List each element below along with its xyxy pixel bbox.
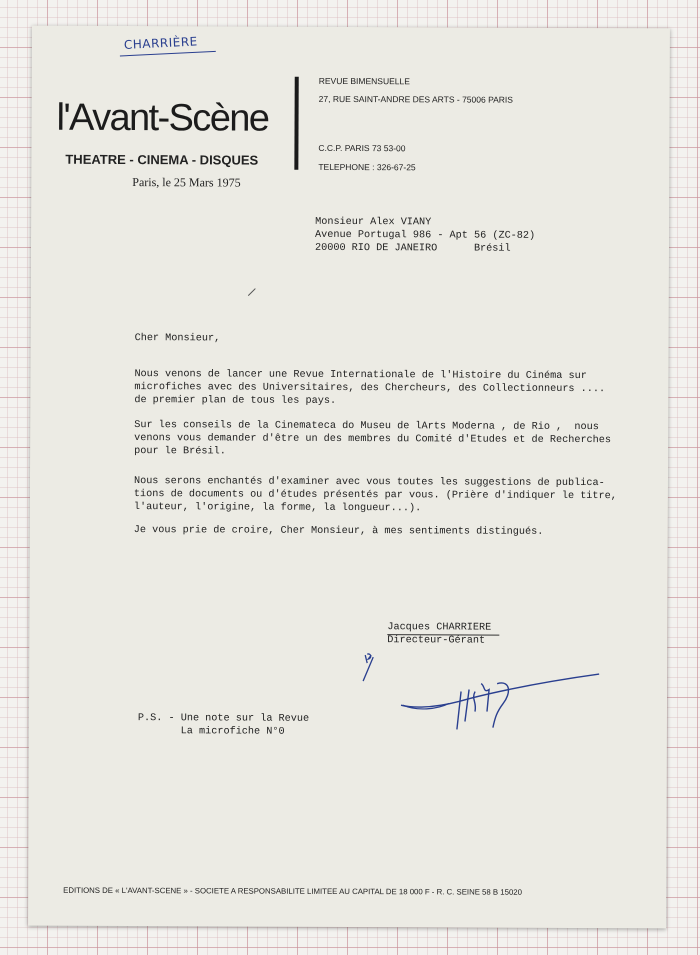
annotation-underline xyxy=(120,51,216,57)
postscript-line-2: La microfiche N°0 xyxy=(137,726,285,738)
body-p1-line-3: de premier plan de tous les pays. xyxy=(134,395,337,407)
letterhead-address-line-2: 27, RUE SAINT-ANDRE DES ARTS - 75006 PARIS xyxy=(318,93,513,105)
salutation: Cher Monsieur, xyxy=(134,333,221,345)
letterhead-logo: l'Avant-Scène xyxy=(56,96,269,140)
handwritten-signature xyxy=(399,663,609,744)
pen-mark xyxy=(248,288,256,296)
signatory-title: Directeur-Gérant xyxy=(387,635,486,647)
postscript-line-1: P.S. - Une note sur la Revue xyxy=(137,713,310,725)
date-line: Paris, le 25 Mars 1975 xyxy=(132,175,241,190)
letterhead-ccp: C.C.P. PARIS 73 53-00 xyxy=(318,142,406,154)
initial-mark xyxy=(359,649,385,683)
body-p2-line-2: venons vous demander d'être un des membres du Comité d'Etudes et de Recherches xyxy=(134,433,612,447)
letter-sheet xyxy=(28,26,670,929)
body-p2-line-1: Sur les conseils de la Cinemateca do Museu de lArts Moderna , de Rio , nous xyxy=(134,420,599,434)
recipient-name: Monsieur Alex VIANY xyxy=(315,216,432,229)
body-p1-line-2: microfiches avec des Universitaires, des Chercheurs, des Collectionneurs .... xyxy=(134,382,606,396)
legal-footer: EDITIONS DE « L'AVANT-SCENE » - SOCIETE A RESPONSABILITE LIMITEE AU CAPITAL DE 18 000 F - R. C. SEINE 58 B 15020 xyxy=(63,885,522,897)
body-p3-line-3: l'auteur, l'origine, la forme, la longueur...). xyxy=(133,502,422,515)
body-p3-line-1: Nous serons enchantés d'examiner avec vous toutes les suggestions de publica- xyxy=(133,476,605,490)
recipient-street: Avenue Portugal 986 - Apt 56 (ZC-82) xyxy=(315,229,536,242)
body-p3-line-2: tions de documents ou d'études présentés par vous. (Prière d'indiquer le titre, xyxy=(133,489,617,503)
signatory-name: Jacques CHARRIERE xyxy=(387,622,492,634)
letterhead-telephone: TELEPHONE : 326-67-25 xyxy=(318,161,416,173)
recipient-city: 20000 RIO DE JANEIRO Brésil xyxy=(314,242,511,255)
handwritten-annotation: CHARRIÈRE xyxy=(123,34,199,52)
body-p1-line-1: Nous venons de lancer une Revue Internationale de l'Histoire du Cinéma sur xyxy=(134,369,587,383)
letterhead-tagline: THEATRE - CINEMA - DISQUES xyxy=(65,151,259,168)
letterhead-address-line-1: REVUE BIMENSUELLE xyxy=(318,75,410,87)
letterhead-divider xyxy=(294,77,298,170)
closing-line: Je vous prie de croire, Cher Monsieur, à mes sentiments distingués. xyxy=(133,525,544,538)
body-p2-line-3: pour le Brésil. xyxy=(134,446,226,458)
